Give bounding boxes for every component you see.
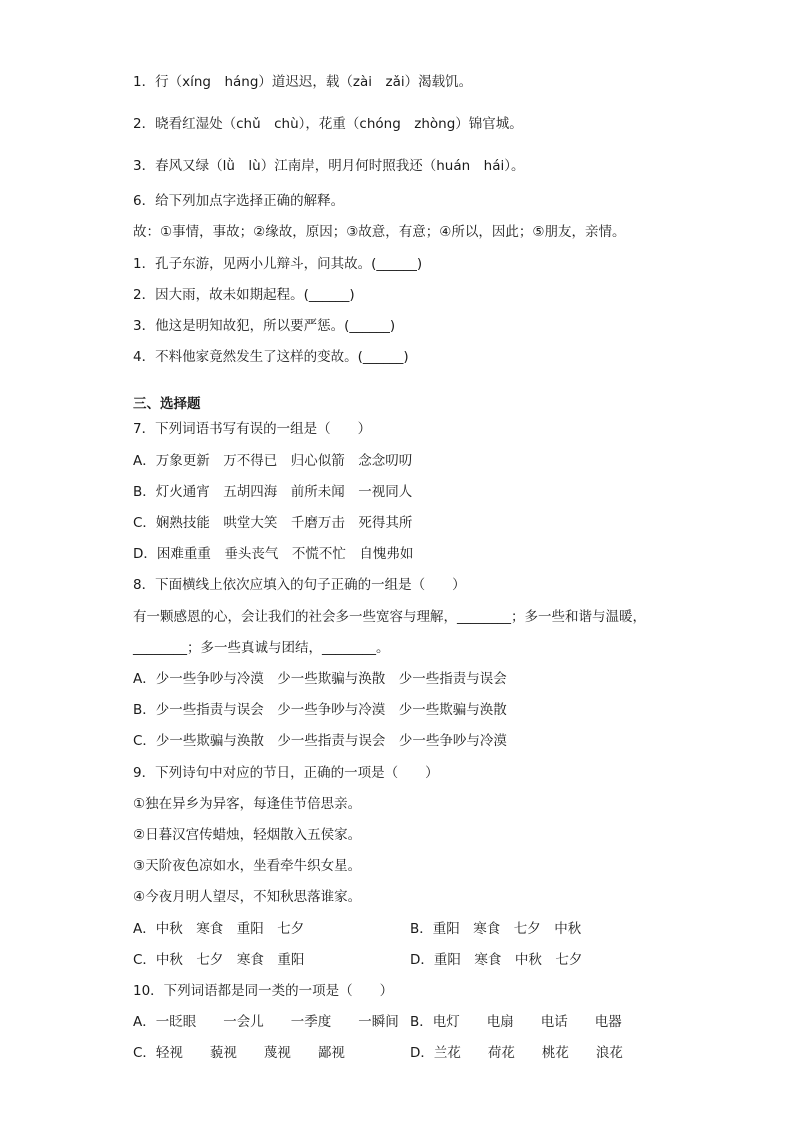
section-title: 三、选择题 [133, 396, 201, 412]
pinyin-item-2: 2．晓看红湿处（chǔ chù），花重（chóng zhòng）锦官城。 [133, 116, 523, 132]
q7-option-c: C．娴熟技能 哄堂大笑 千磨万击 死得其所 [133, 515, 413, 531]
q10-stem: 10．下列词语都是同一类的一项是（ ） [133, 983, 394, 999]
q7-option-b: B．灯火通宵 五胡四海 前所未闻 一视同人 [133, 484, 413, 500]
q8-option-a: A．少一些争吵与冷漠 少一些欺骗与涣散 少一些指责与误会 [133, 671, 507, 687]
q9-poem: ①独在异乡为异客，每逢佳节倍思亲。 [133, 796, 362, 812]
q10-option-a: A．一眨眼 一会儿 一季度 一瞬间 [133, 1014, 399, 1030]
q10-option-d: D．兰花 荷花 桃花 浪花 [410, 1045, 623, 1061]
q6-item: 3．他这是明知故犯，所以要严惩。(______) [133, 318, 396, 334]
q6-stem: 6．给下列加点字选择正确的解释。 [133, 193, 345, 209]
q6-item: 1．孔子东游，见两小儿辩斗，问其故。(______) [133, 256, 423, 272]
q6-item: 2．因大雨，故未如期起程。(______) [133, 287, 355, 303]
q9-option-d: D．重阳 寒食 中秋 七夕 [410, 952, 583, 968]
q9-option-a: A．中秋 寒食 重阳 七夕 [133, 921, 305, 937]
q7-stem: 7．下列词语书写有误的一组是（ ） [133, 421, 372, 437]
q9-option-c: C．中秋 七夕 寒食 重阳 [133, 952, 305, 968]
q6-item: 4．不料他家竟然发生了这样的变故。(______) [133, 349, 409, 365]
q9-poem: ②日暮汉宫传蜡烛，轻烟散入五侯家。 [133, 827, 362, 843]
q9-stem: 9．下列诗句中对应的节日，正确的一项是（ ） [133, 765, 439, 781]
q8-passage-line: ________；多一些真诚与团结，________。 [133, 640, 390, 656]
q8-option-c: C．少一些欺骗与涣散 少一些指责与误会 少一些争吵与冷漠 [133, 733, 507, 749]
q9-poem: ③天阶夜色凉如水，坐看牵牛织女星。 [133, 858, 362, 874]
pinyin-item-1: 1．行（xíng háng）道迟迟，载（zài zǎi）渴载饥。 [133, 74, 473, 90]
pinyin-item-3: 3．春风又绿（lǜ lù）江南岸，明月何时照我还（huán hái）。 [133, 158, 525, 174]
q9-option-b: B．重阳 寒食 七夕 中秋 [410, 921, 582, 937]
q10-option-b: B．电灯 电扇 电话 电器 [410, 1014, 622, 1030]
q8-option-b: B．少一些指责与误会 少一些争吵与冷漠 少一些欺骗与涣散 [133, 702, 507, 718]
q10-option-c: C．轻视 藐视 蔑视 鄙视 [133, 1045, 345, 1061]
q8-stem: 8．下面横线上依次应填入的句子正确的一组是（ ） [133, 577, 466, 593]
q7-option-d: D．困难重重 垂头丧气 不慌不忙 自愧弗如 [133, 546, 414, 562]
q6-definitions: 故：①事情，事故；②缘故，原因；③故意，有意；④所以，因此；⑤朋友，亲情。 [133, 224, 626, 240]
q9-poem: ④今夜月明人望尽，不知秋思落谁家。 [133, 889, 362, 905]
q7-option-a: A．万象更新 万不得已 归心似箭 念念叨叨 [133, 453, 413, 469]
q8-passage-line: 有一颗感恩的心，会让我们的社会多一些宽容与理解，________；多一些和谐与温暖， [133, 609, 646, 625]
